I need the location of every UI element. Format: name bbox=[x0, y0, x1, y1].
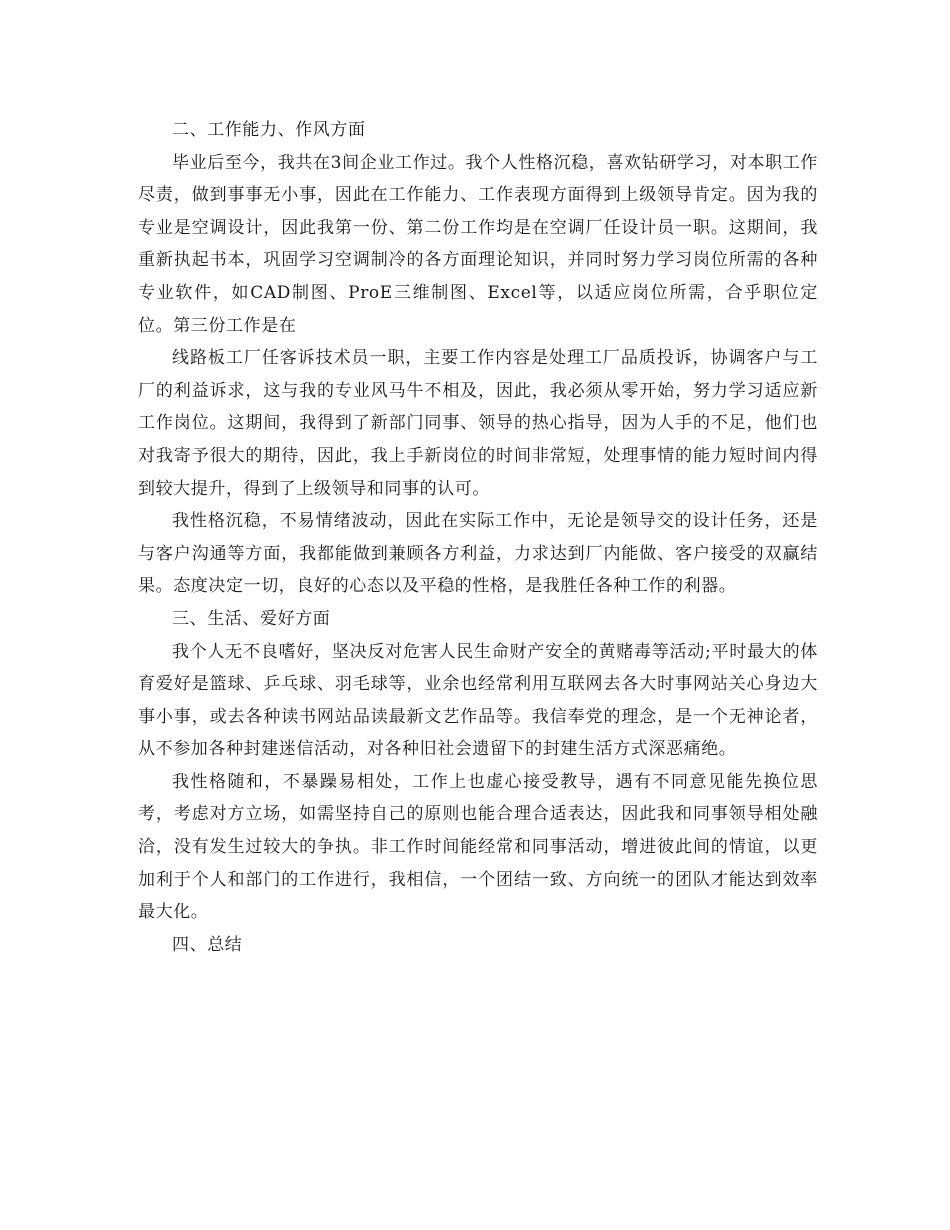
paragraph-hobbies: 我个人无不良嗜好，坚决反对危害人民生命财产安全的黄赌毒等活动;平时最大的体育爱好是篮球、乒乓球、羽毛球等，业余也经常利用互联网去各大时事网站关心身边大事小事，或去各种读书网站品读最新文艺作品等。我信奉党的理念，是一个无神论者，从不参加各种封建迷信活动，对各种旧社会遗留下的封建生活方式深恶痛绝。 bbox=[138, 641, 818, 760]
paragraph-relationships: 我性格随和，不暴躁易相处，工作上也虚心接受教导，遇有不同意见能先换位思考，考虑对方立场，如需坚持自己的原则也能合理合适表达，因此我和同事领导相处融洽，没有发生过较大的争执。非工作时间能经常和同事活动，增进彼此间的情谊，以更加利于个人和部门的工作进行，我相信，一个团结一致、方向统一的团队才能达到效率最大化。 bbox=[138, 771, 818, 923]
paragraph-personality-work: 我性格沉稳，不易情绪波动，因此在实际工作中，无论是领导交的设计任务，还是与客户沟通等方面，我都能做到兼顾各方利益，力求达到厂内能做、客户接受的双赢结果。态度决定一切，良好的心态以及平稳的性格，是我胜任各种工作的利器。 bbox=[138, 511, 818, 597]
section-heading-summary: 四、总结 bbox=[172, 934, 243, 955]
document-body bbox=[138, 114, 818, 961]
paragraph-work-history: 毕业后至今，我共在3间企业工作过。我个人性格沉稳，喜欢钻研学习，对本职工作尽责，做到事事无小事，因此在工作能力、工作表现方面得到上级领导肯定。因为我的专业是空调设计，因此我第一份、第二份工作均是在空调厂任设计员一职。这期间，我重新执起书本，巩固学习空调制冷的各方面理论知识，并同时努力学习岗位所需的各种专业软件，如CAD制图、ProE三维制图、Excel等，以适应岗位所需，合乎职位定位。第三份工作是在 bbox=[138, 152, 818, 336]
paragraph-circuit-board-job: 线路板工厂任客诉技术员一职，主要工作内容是处理工厂品质投诉，协调客户与工厂的利益诉求，这与我的专业风马牛不相及，因此，我必须从零开始，努力学习适应新工作岗位。这期间，我得到了新部门同事、领导的热心指导，因为人手的不足，他们也对我寄予很大的期待，因此，我上手新岗位的时间非常短，处理事情的能力短时间内得到较大提升，得到了上级领导和同事的认可。 bbox=[138, 348, 818, 499]
section-heading-work-ability: 二、工作能力、作风方面 bbox=[172, 120, 366, 140]
section-heading-life-hobbies: 三、生活、爱好方面 bbox=[172, 608, 331, 629]
